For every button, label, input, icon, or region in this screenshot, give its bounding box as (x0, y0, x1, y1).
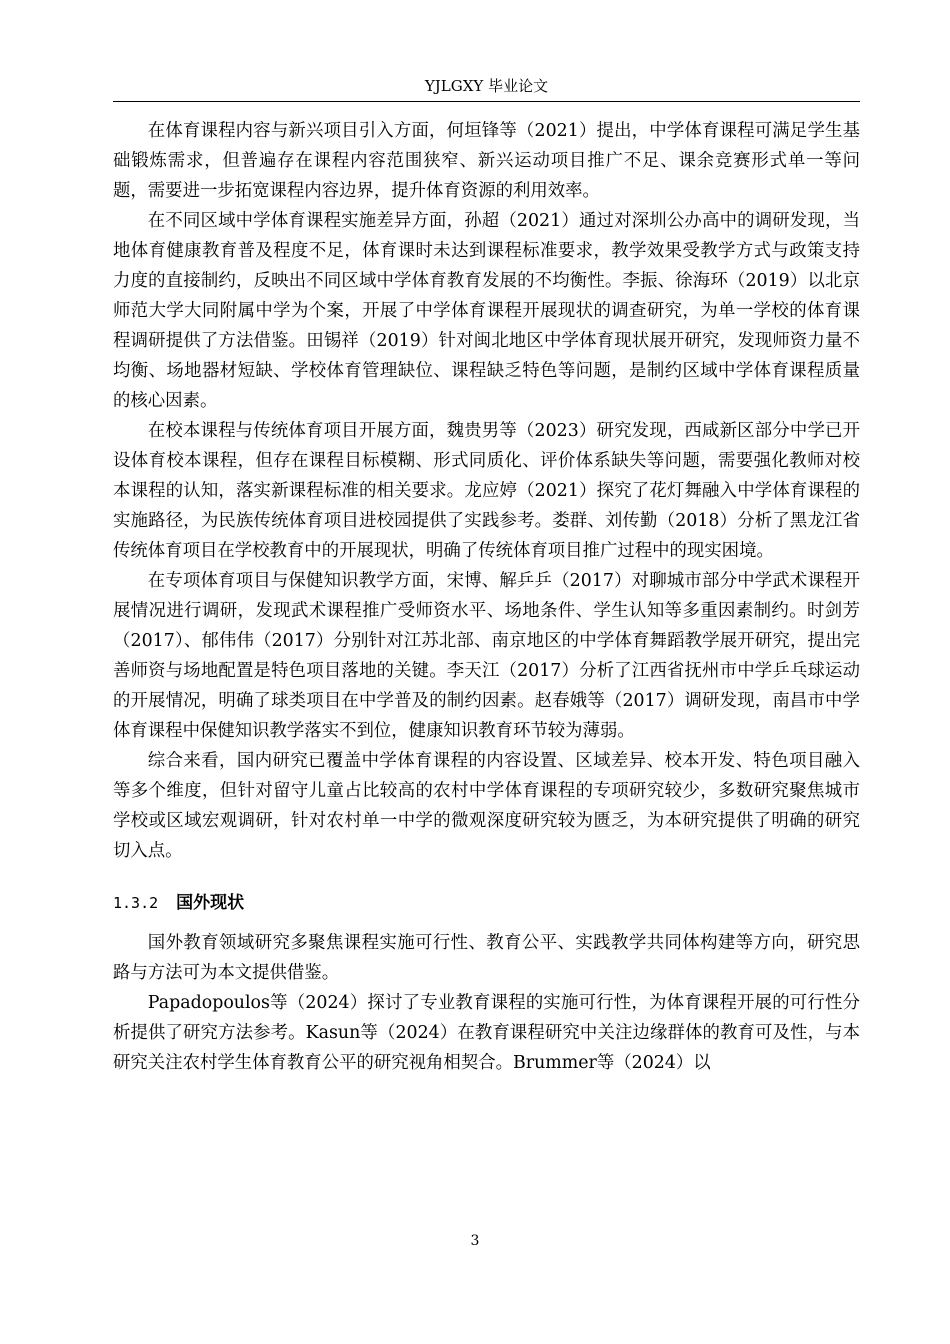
header-divider (113, 101, 860, 102)
paragraph: 国外教育领域研究多聚焦课程实施可行性、教育公平、实践教学共同体构建等方向，研究思路与方法可为本文提供借鉴。 (113, 933, 860, 983)
paragraph: 在体育课程内容与新兴项目引入方面，何垣锋等（2021）提出，中学体育课程可满足学生基础锻炼需求，但普遍存在课程内容范围狭窄、新兴运动项目推广不足、课余竞赛形式单一等问题，需要进一步拓宽课程内容边界，提升体育资源的利用效率。 (113, 121, 860, 201)
paragraph: 在专项体育项目与保健知识教学方面，宋博、解乒乒（2017）对聊城市部分中学武术课程开展情况进行调研，发现武术课程推广受师资水平、场地条件、学生认知等多重因素制约。时剑芳（2017）、郁伟伟（2017）分别针对江苏北部、南京地区的中学体育舞蹈教学展开研究，提出完善师资与场地配置是特色项目落地的关键。李天江（2017）分析了江西省抚州市中学乒乓球运动的开展情况，明确了球类项目在中学普及的制约因素。赵春娥等（2017）调研发现，南昌市中学体育课程中保健知识教学落实不到位，健康知识教育环节较为薄弱。 (113, 571, 860, 741)
page-number: 3 (470, 1233, 480, 1249)
paragraph: 在校本课程与传统体育项目开展方面，魏贵男等（2023）研究发现，西咸新区部分中学已开设体育校本课程，但存在课程目标模糊、形式同质化、评价体系缺失等问题，需要强化教师对校本课程的认知，落实新课程标准的相关要求。龙应婷（2021）探究了花灯舞融入中学体育课程的实施路径，为民族传统体育项目进校园提供了实践参考。娄群、刘传勤（2018）分析了黑龙江省传统体育项目在学校教育中的开展现状，明确了传统体育项目推广过程中的现实困境。 (113, 421, 860, 561)
page-body (113, 116, 860, 1078)
section-number: 1.3.2 (113, 894, 159, 912)
paragraph: 在不同区域中学体育课程实施差异方面，孙超（2021）通过对深圳公办高中的调研发现，当地体育健康教育普及程度不足，体育课时未达到课程标准要求，教学效果受教学方式与政策支持力度的直接制约，反映出不同区域中学体育教育发展的不均衡性。李振、徐海环（2019）以北京师范大学大同附属中学为个案，开展了中学体育课程开展现状的调查研究，为单一学校的体育课程调研提供了方法借鉴。田锡祥（2019）针对闽北地区中学体育现状展开研究，发现师资力量不均衡、场地器材短缺、学校体育管理缺位、课程缺乏特色等问题，是制约区域中学体育课程质量的核心因素。 (113, 211, 860, 411)
section-heading (113, 888, 860, 918)
paragraph: Papadopoulos等（2024）探讨了专业教育课程的实施可行性，为体育课程开展的可行性分析提供了研究方法参考。Kasun等（2024）在教育课程研究中关注边缘群体的教育可及性，与本研究关注农村学生体育教育公平的研究视角相契合。Brummer等（2024）以 (113, 993, 860, 1073)
running-header: YJLGXY 毕业论文 (424, 77, 549, 95)
paragraph: 综合来看，国内研究已覆盖中学体育课程的内容设置、区域差异、校本开发、特色项目融入等多个维度，但针对留守儿童占比较高的农村中学体育课程的专项研究较少，多数研究聚焦城市学校或区域宏观调研，针对农村单一中学的微观深度研究较为匮乏，为本研究提供了明确的研究切入点。 (113, 751, 860, 861)
section-title: 国外现状 (176, 893, 245, 913)
